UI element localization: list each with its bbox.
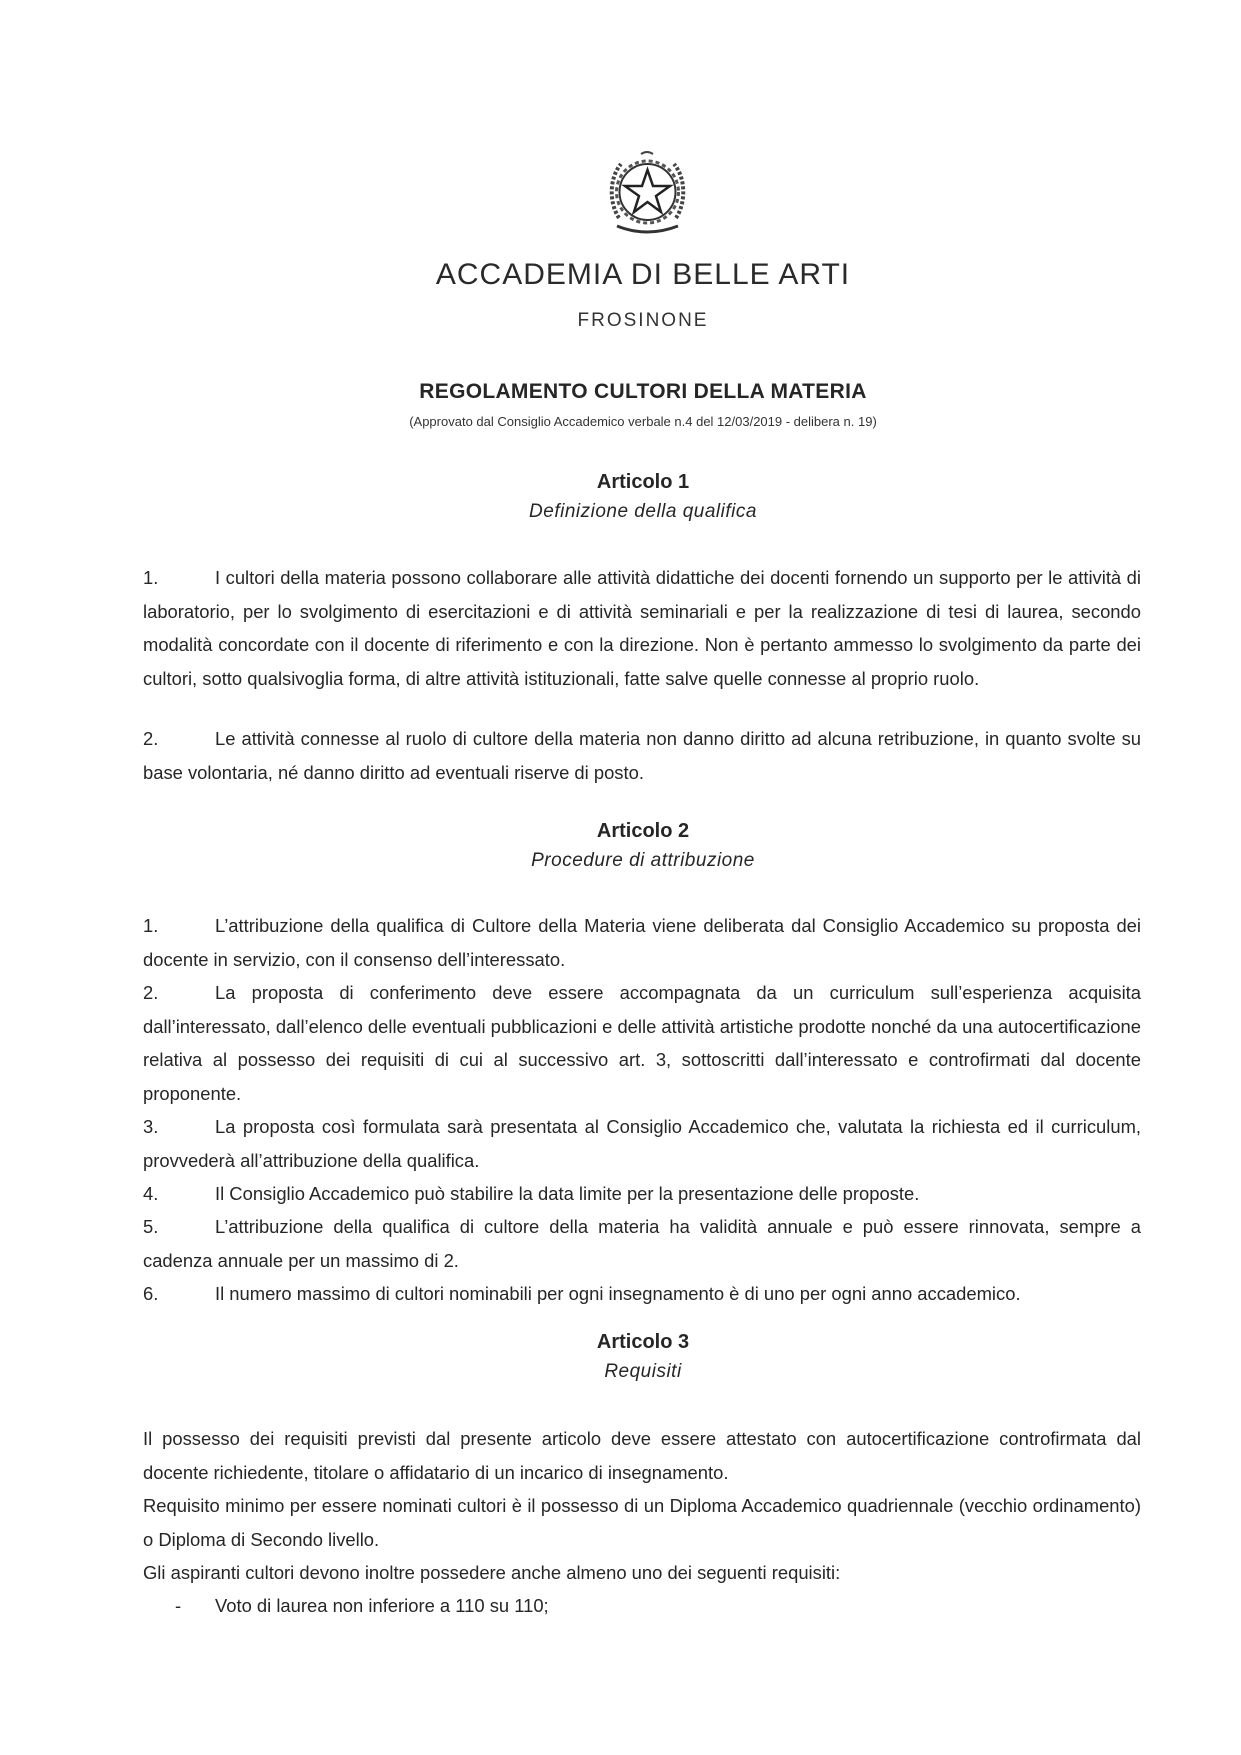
institution-name: ACCADEMIA DI BELLE ARTI [435,258,851,291]
item-number: 4. [143,1183,159,1204]
article-3-paragraph-2: Requisito minimo per essere nominati cultori è il possesso di un Diploma Accademico quadriennale (vecchio ordinamento) o Diploma di Secondo livello. [143,1495,1141,1550]
item-text: Le attività connesse al ruolo di cultore della materia non danno diritto ad alcuna retribuzione, in quanto svolte su base volontaria, né danno diritto ad eventuali riserve di posto. [143,728,1141,783]
institution-city: FROSINONE [577,310,709,331]
article-3-bullet-1 [175,1589,549,1623]
item-number: 1. [143,567,159,588]
article-3-paragraph-1: Il possesso dei requisiti previsti dal presente articolo deve essere attestato con autocertificazione controfirmata dal docente richiedente, titolare o affidatario di un incarico di insegnamento. [143,1428,1141,1483]
article-2-item-1 [143,909,1141,976]
bullet-dash: - [175,1595,182,1616]
italian-republic-emblem-icon [605,148,690,240]
article-3-paragraph-3: Gli aspiranti cultori devono inoltre possedere anche almeno uno dei seguenti requisiti: [143,1562,841,1583]
item-text: I cultori della materia possono collaborare alle attività didattiche dei docenti fornendo un supporto per le attività di laboratorio, per lo svolgimento di esercitazioni e di attività seminariali e per la realizzazione di tesi di laurea, secondo modalità concordate con il docente di riferimento e con la direzione. Non è pertanto ammesso lo svolgimento da parte dei cultori, sotto qualsivoglia forma, di altre attività istituzionali, fatte salve quelle connesse al proprio ruolo. [143,567,1141,689]
article-2-item-4 [143,1177,1141,1211]
article-heading: Definizione della qualifica [529,501,757,522]
article-number: Articolo 3 [596,1331,690,1353]
item-number: 5. [143,1216,159,1237]
item-number: 1. [143,915,159,936]
document-subtitle: (Approvato dal Consiglio Accademico verbale n.4 del 12/03/2019 - delibera n. 19) [409,414,877,429]
article-2-item-5 [143,1210,1141,1277]
item-text: Il Consiglio Accademico può stabilire la data limite per la presentazione delle proposte. [215,1183,920,1204]
article-number: Articolo 1 [596,471,690,493]
article-heading: Requisiti [604,1361,682,1382]
item-number: 2. [143,728,159,749]
item-text: Il numero massimo di cultori nominabili per ogni insegnamento è di uno per ogni anno accademico. [215,1283,1021,1304]
item-text: L’attribuzione della qualifica di cultore della materia ha validità annuale e può essere rinnovata, sempre a cadenza annuale per un massimo di 2. [143,1216,1141,1271]
article-2-item-2 [143,976,1141,1110]
item-number: 2. [143,982,159,1003]
item-text: La proposta di conferimento deve essere accompagnata da un curriculum sull’esperienza acquisita dall’interessato, dall’elenco delle eventuali pubblicazioni e delle attività artistiche prodotte nonché da una autocertificazione relativa al possesso dei requisiti di cui al successivo art. 3, sottoscritti dall’interessato e controfirmati dal docente proponente. [143,982,1141,1104]
item-number: 6. [143,1283,159,1304]
item-number: 3. [143,1116,159,1137]
document-title: REGOLAMENTO CULTORI DELLA MATERIA [419,380,867,403]
article-1-item-1 [143,561,1141,695]
item-text: L’attribuzione della qualifica di Cultore della Materia viene deliberata dal Consiglio Accademico su proposta dei docente in servizio, con il consenso dell’interessato. [143,915,1141,970]
article-1-item-2 [143,722,1141,789]
bullet-text: Voto di laurea non inferiore a 110 su 110; [215,1595,549,1616]
article-2-item-3 [143,1110,1141,1177]
article-number: Articolo 2 [596,820,690,842]
article-heading: Procedure di attribuzione [531,850,755,871]
article-1-header [0,467,1241,527]
item-text: La proposta così formulata sarà presentata al Consiglio Accademico che, valutata la richiesta ed il curriculum, provvederà all’attribuzione della qualifica. [143,1116,1141,1171]
article-2-header [0,816,1241,876]
article-3-header [0,1327,1241,1387]
article-2-item-6 [143,1277,1141,1311]
